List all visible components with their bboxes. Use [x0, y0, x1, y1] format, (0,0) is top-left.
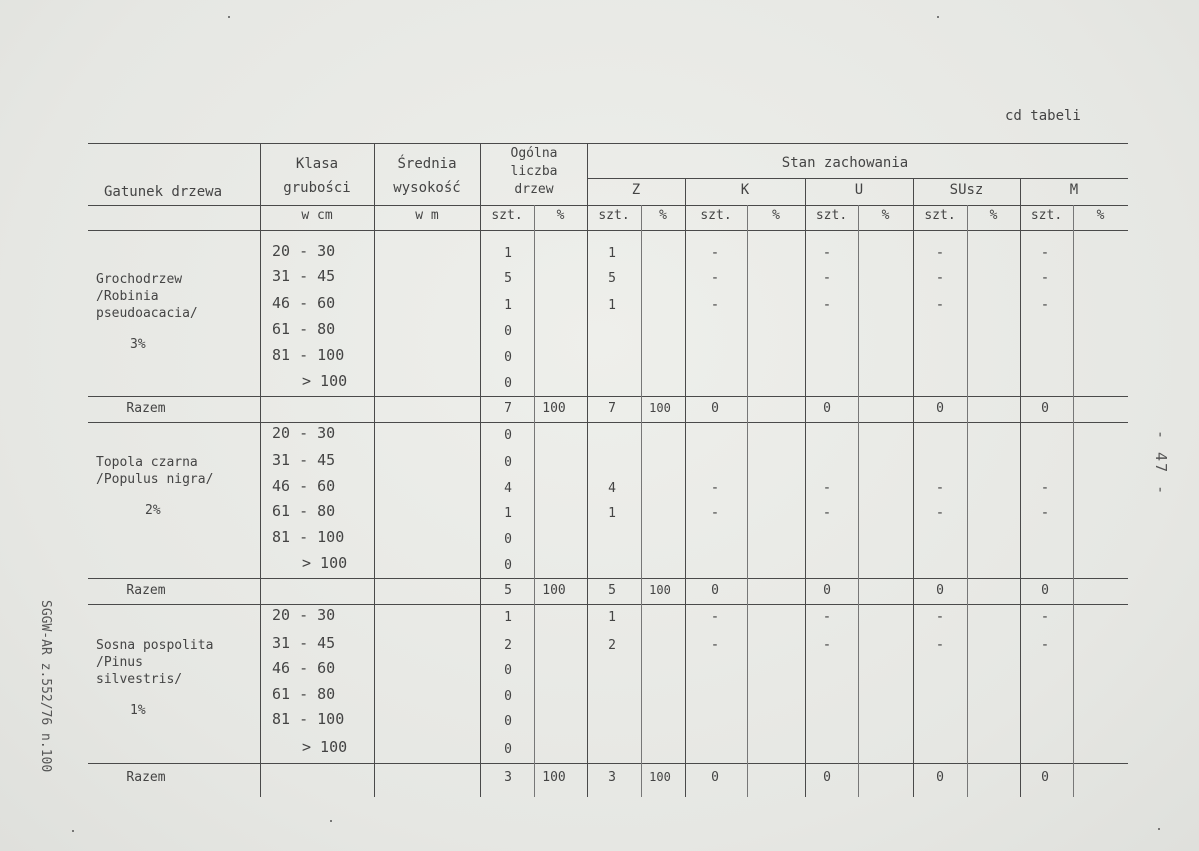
razem-z-szt: 5: [608, 583, 616, 598]
empty-dash: -: [710, 505, 720, 521]
column-pct: %: [881, 208, 890, 223]
column-klasa: w cm: [301, 208, 333, 223]
column-group: SUsz: [949, 182, 984, 198]
z-szt: 5: [608, 271, 616, 286]
razem-m: 0: [1041, 583, 1049, 598]
empty-dash: -: [710, 270, 720, 286]
razem-ogolna-szt: 3: [504, 770, 512, 785]
species-name: Sosna pospolita: [96, 638, 214, 653]
razem-u: 0: [823, 583, 831, 598]
species-name: Topola czarna: [96, 455, 198, 470]
razem-ogolna-pct: 100: [542, 770, 566, 785]
empty-dash: -: [1040, 637, 1050, 653]
diameter-class: 31 - 45: [272, 451, 336, 469]
ogolna-szt: 1: [504, 506, 512, 521]
empty-dash: -: [822, 637, 832, 653]
diameter-class: > 100: [302, 372, 348, 390]
column-szt: szt.: [700, 208, 732, 223]
razem-z-pct: 100: [649, 401, 671, 415]
razem-ogolna-szt: 5: [504, 583, 512, 598]
razem-top-rule: [88, 396, 1128, 397]
column-ogolna: liczba: [510, 164, 558, 179]
species-name: silvestris/: [96, 672, 183, 687]
speck: [228, 16, 230, 18]
rule-vertical: [685, 178, 686, 797]
empty-dash: -: [935, 297, 945, 313]
razem-z-szt: 7: [608, 401, 616, 416]
rule-vertical: [1073, 205, 1074, 797]
diameter-class: 61 - 80: [272, 320, 336, 338]
empty-dash: -: [935, 637, 945, 653]
column-klasa: grubości: [283, 180, 351, 196]
column-srednia: w m: [415, 208, 439, 223]
column-pct: %: [1096, 208, 1105, 223]
ogolna-szt: 0: [504, 742, 512, 757]
ogolna-szt: 0: [504, 714, 512, 729]
ogolna-szt: 0: [504, 350, 512, 365]
rule-vertical: [858, 205, 859, 797]
column-szt: szt.: [1030, 208, 1063, 223]
empty-dash: -: [710, 609, 720, 625]
ogolna-szt: 1: [504, 246, 512, 261]
diameter-class: 20 - 30: [272, 606, 336, 624]
archive-stamp: SGGW-AR z.552/76 n.100: [38, 600, 53, 773]
empty-dash: -: [822, 609, 832, 625]
empty-dash: -: [1040, 609, 1050, 625]
ogolna-szt: 0: [504, 455, 512, 470]
speck: [1158, 828, 1160, 830]
rule-vertical: [480, 143, 481, 797]
ogolna-szt: 1: [504, 610, 512, 625]
diameter-class: 81 - 100: [272, 346, 345, 364]
z-szt: 2: [608, 638, 616, 653]
column-pct: %: [556, 208, 565, 223]
empty-dash: -: [710, 297, 720, 313]
razem-susz: 0: [936, 401, 944, 416]
column-stan-zachowania: Stan zachowania: [781, 155, 909, 171]
speck: [937, 16, 939, 18]
razem-z-szt: 3: [608, 770, 616, 785]
column-group: M: [1069, 182, 1079, 198]
razem-m: 0: [1041, 401, 1049, 416]
razem-ogolna-szt: 7: [504, 401, 512, 416]
column-gatunek: Gatunek drzewa: [103, 184, 223, 200]
empty-dash: -: [822, 480, 832, 496]
species-name: /Populus nigra/: [96, 472, 214, 487]
razem-label: Razem: [126, 583, 166, 598]
diameter-class: 31 - 45: [272, 267, 336, 285]
empty-dash: -: [822, 245, 832, 261]
ogolna-szt: 0: [504, 428, 512, 443]
column-srednia: Średnia: [397, 156, 457, 172]
rule-vertical: [641, 205, 642, 797]
razem-z-pct: 100: [649, 770, 671, 784]
z-szt: 1: [608, 246, 616, 261]
diameter-class: 81 - 100: [272, 710, 345, 728]
diameter-class: 20 - 30: [272, 242, 336, 260]
header-rule: [88, 205, 1128, 206]
rule-vertical: [534, 205, 535, 797]
header-bottom-rule: [88, 230, 1128, 231]
razem-top-rule: [88, 763, 1128, 764]
ogolna-szt: 5: [504, 271, 512, 286]
empty-dash: -: [822, 270, 832, 286]
razem-u: 0: [823, 770, 831, 785]
z-szt: 4: [608, 481, 616, 496]
column-klasa: Klasa: [295, 156, 339, 172]
block-bottom-rule: [88, 604, 1128, 605]
z-szt: 1: [608, 298, 616, 313]
diameter-class: 46 - 60: [272, 477, 336, 495]
razem-k: 0: [711, 770, 719, 785]
ogolna-szt: 0: [504, 558, 512, 573]
empty-dash: -: [935, 245, 945, 261]
species-name: /Pinus: [96, 655, 143, 670]
diameter-class: 61 - 80: [272, 685, 336, 703]
rule-vertical: [374, 143, 375, 797]
empty-dash: -: [1040, 505, 1050, 521]
ogolna-szt: 0: [504, 376, 512, 391]
razem-susz: 0: [936, 770, 944, 785]
empty-dash: -: [1040, 245, 1050, 261]
z-szt: 1: [608, 506, 616, 521]
speck: [72, 830, 74, 832]
species-name: pseudoacacia/: [96, 306, 198, 321]
rule-vertical: [260, 143, 261, 797]
razem-ogolna-pct: 100: [542, 401, 566, 416]
rule-vertical: [805, 178, 806, 797]
z-szt: 1: [608, 610, 616, 625]
species-name: Grochodrzew: [96, 272, 183, 287]
rule-vertical: [747, 205, 748, 797]
empty-dash: -: [1040, 270, 1050, 286]
species-name: /Robinia: [96, 289, 159, 304]
continued-label: cd tabeli: [1005, 108, 1081, 124]
empty-dash: -: [710, 480, 720, 496]
speck: [330, 820, 332, 822]
column-pct: %: [772, 208, 780, 223]
empty-dash: -: [710, 245, 720, 261]
ogolna-szt: 0: [504, 532, 512, 547]
diameter-class: 46 - 60: [272, 294, 336, 312]
rule-vertical: [967, 205, 968, 797]
ogolna-szt: 0: [504, 324, 512, 339]
table-top-rule: [88, 143, 1128, 144]
empty-dash: -: [935, 480, 945, 496]
species-share: 2%: [145, 503, 161, 518]
column-szt: szt.: [924, 208, 956, 223]
empty-dash: -: [935, 609, 945, 625]
razem-k: 0: [711, 583, 719, 598]
column-pct: %: [659, 208, 667, 223]
column-pct: %: [989, 208, 998, 223]
diameter-class: > 100: [302, 554, 348, 572]
ogolna-szt: 0: [504, 689, 512, 704]
empty-dash: -: [822, 505, 832, 521]
razem-k: 0: [711, 401, 719, 416]
diameter-class: 46 - 60: [272, 659, 336, 677]
empty-dash: -: [1040, 297, 1050, 313]
column-group: U: [854, 182, 864, 198]
ogolna-szt: 4: [504, 481, 512, 496]
empty-dash: -: [710, 637, 720, 653]
subheader-rule: [587, 178, 1128, 179]
column-ogolna: Ogólna: [510, 146, 558, 161]
empty-dash: -: [935, 270, 945, 286]
diameter-class: 81 - 100: [272, 528, 345, 546]
block-bottom-rule: [88, 422, 1128, 423]
razem-ogolna-pct: 100: [542, 583, 566, 598]
column-szt: szt.: [491, 208, 523, 223]
razem-label: Razem: [126, 770, 166, 785]
ogolna-szt: 1: [504, 298, 512, 313]
razem-susz: 0: [936, 583, 944, 598]
column-group: K: [740, 182, 750, 198]
column-srednia: wysokość: [393, 180, 461, 196]
species-share: 3%: [130, 337, 146, 352]
diameter-class: 31 - 45: [272, 634, 336, 652]
rule-vertical: [913, 178, 914, 797]
column-group: Z: [631, 182, 641, 198]
diameter-class: 20 - 30: [272, 424, 336, 442]
column-szt: szt.: [598, 208, 630, 223]
species-share: 1%: [130, 703, 146, 718]
ogolna-szt: 0: [504, 663, 512, 678]
rule-vertical: [1020, 178, 1021, 797]
column-ogolna: drzew: [514, 182, 554, 197]
razem-u: 0: [823, 401, 831, 416]
empty-dash: -: [935, 505, 945, 521]
ogolna-szt: 2: [504, 638, 512, 653]
empty-dash: -: [822, 297, 832, 313]
column-szt: szt.: [815, 208, 848, 223]
razem-top-rule: [88, 578, 1128, 579]
diameter-class: 61 - 80: [272, 502, 336, 520]
page-number: - 47 -: [1152, 430, 1170, 497]
razem-label: Razem: [126, 401, 166, 416]
razem-m: 0: [1041, 770, 1049, 785]
diameter-class: > 100: [302, 738, 348, 756]
empty-dash: -: [1040, 480, 1050, 496]
razem-z-pct: 100: [649, 583, 671, 597]
rule-vertical: [587, 143, 588, 797]
